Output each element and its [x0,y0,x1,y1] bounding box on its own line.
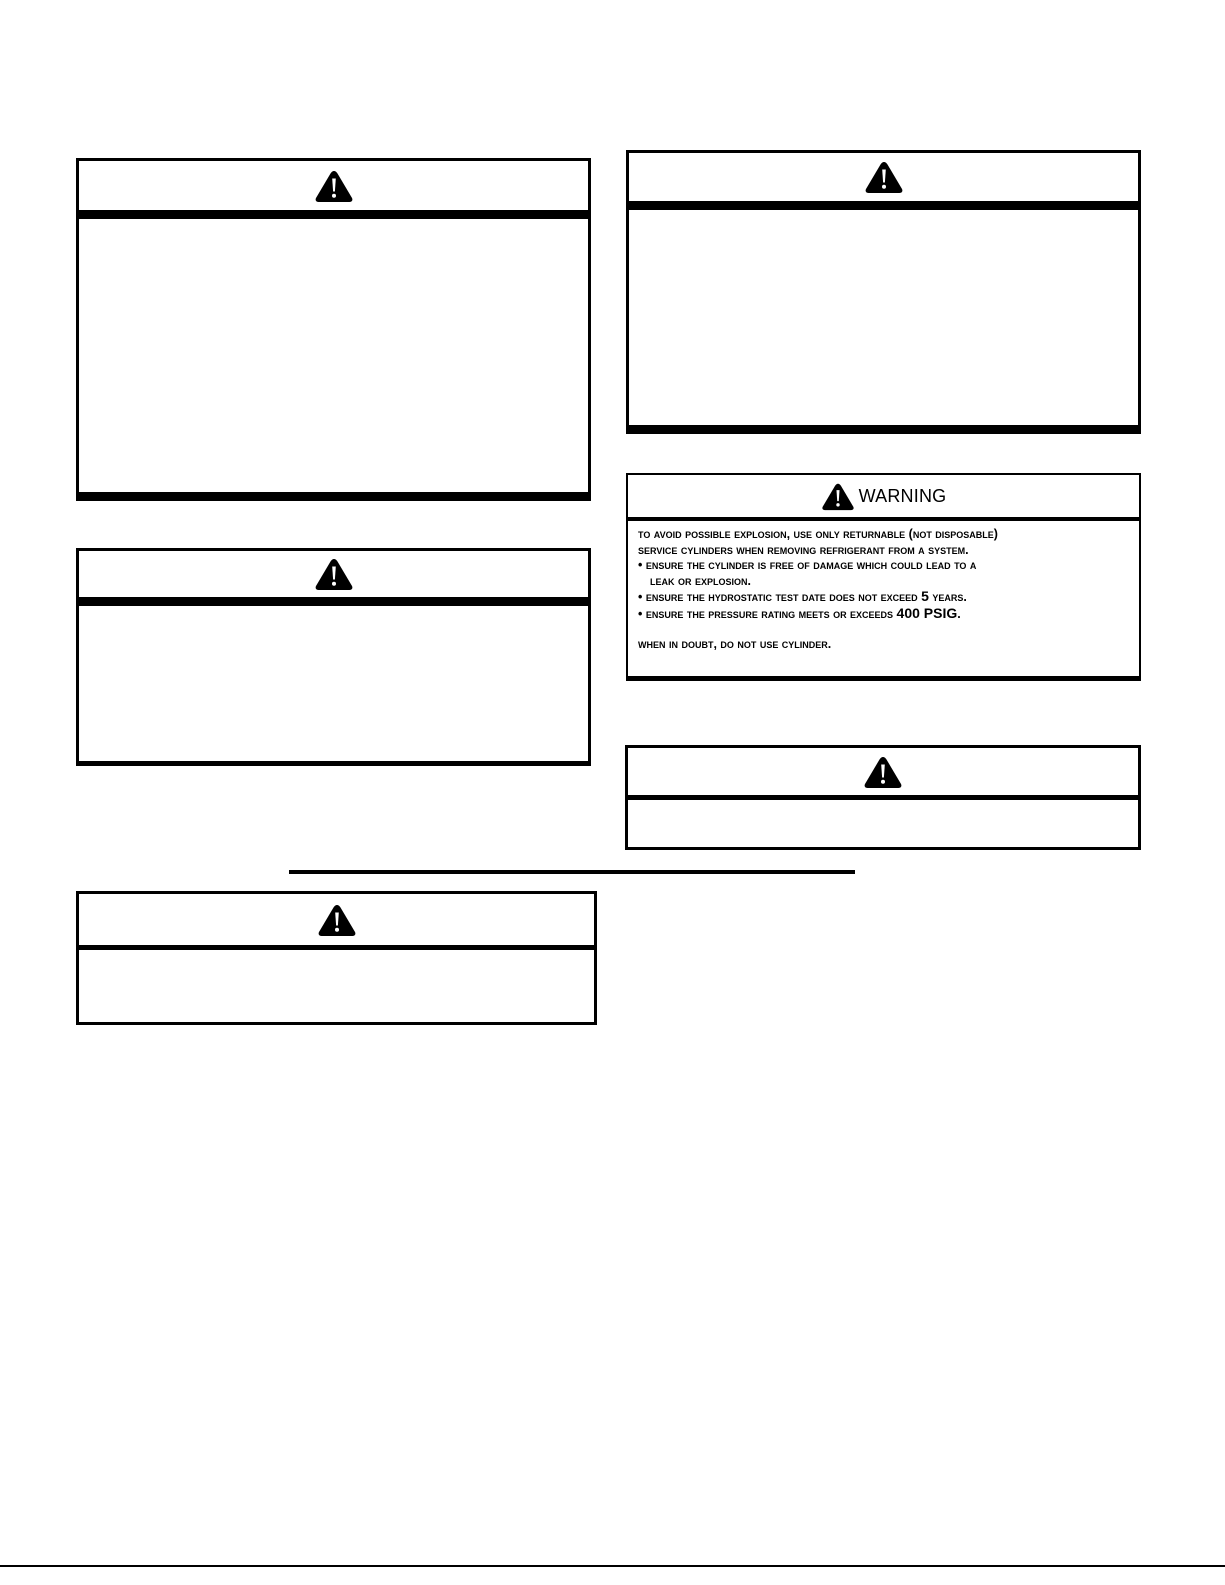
warning-bullet-2-number: 5 [921,588,929,604]
warning-triangle-icon [863,755,903,789]
warning-triangle-icon [314,169,354,203]
warning-bullet-2 [638,589,1135,606]
notice-box-1 [76,158,591,501]
warning-bullet-3-number: 400 PSIG [896,604,958,621]
notice-box-6-header [79,894,594,950]
warning-line-2: service cylinders when removing refrigerant from a system. [638,542,969,557]
cylinder-warning-header [628,475,1139,521]
section-divider [289,870,855,874]
warning-label: WARNING [858,485,947,506]
notice-box-5-header [628,748,1138,800]
warning-triangle-icon [314,557,354,591]
warning-bullet-2-end: years. [928,590,967,604]
notice-box-5 [625,745,1141,850]
warning-triangle-icon [821,482,855,511]
notice-box-3 [626,150,1141,434]
warning-bullet-2-text: • ensure the hydrostatic test date does not exceed [638,590,922,604]
notice-box-2-header [79,551,588,606]
cylinder-warning-box [626,473,1141,681]
notice-box-6 [76,891,597,1025]
notice-box-3-header [629,153,1138,210]
page-bottom-rule [0,1565,1225,1567]
warning-triangle-icon [864,160,904,194]
warning-bullet-3-end: . [957,606,961,621]
warning-bullet-1: • ensure the cylinder is free of damage which could lead to a [638,558,977,572]
notice-box-2 [76,548,591,766]
cylinder-warning-text [638,527,1135,653]
warning-bullet-3-text: • ensure the pressure rating meets or exceeds [638,606,897,621]
warning-triangle-icon [317,903,357,937]
warning-bullet-1-cont: leak or explosion. [650,573,751,588]
notice-box-1-header [79,161,588,219]
warning-line-1: to avoid possible explosion, use only returnable (not disposable) [638,527,998,541]
warning-bullet-3 [638,606,1135,623]
warning-closing: when in doubt, do not use cylinder. [638,637,832,651]
